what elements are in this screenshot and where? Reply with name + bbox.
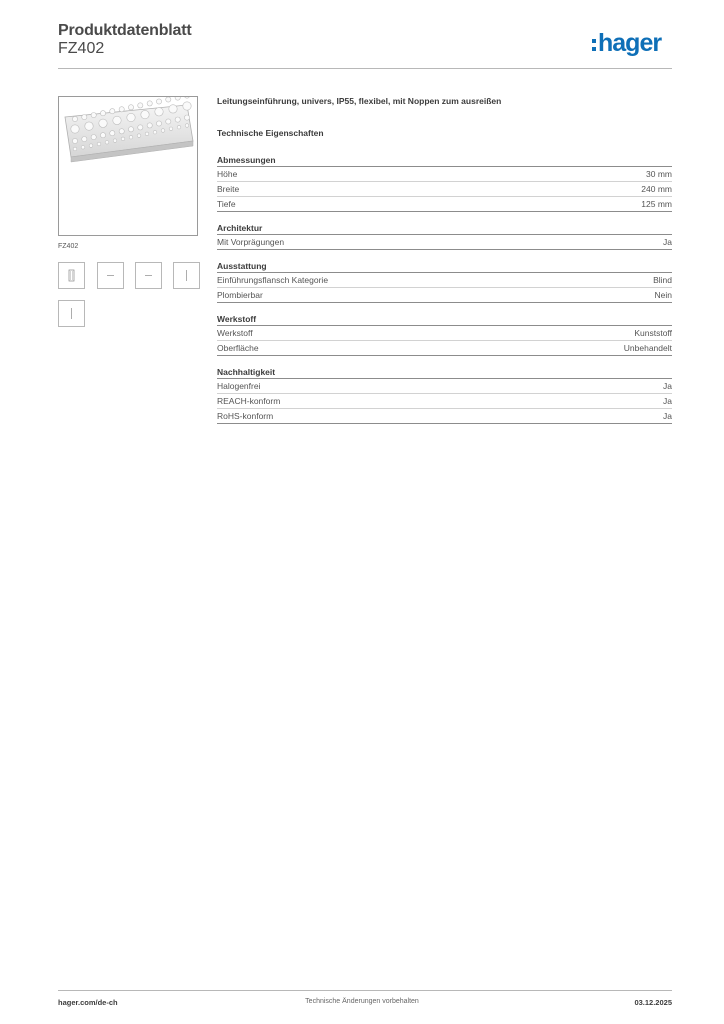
plate-top-view-icon — [136, 263, 161, 288]
knockout-hole — [99, 119, 107, 127]
footer-divider — [58, 990, 672, 991]
spec-section — [217, 222, 672, 250]
section-title: Werkstoff — [217, 313, 672, 326]
page-title: Produktdatenblatt — [58, 22, 192, 39]
spec-row — [217, 379, 672, 394]
plate-side-view-icon — [174, 263, 199, 288]
logo-dots-icon — [592, 39, 596, 51]
spec-section — [217, 260, 672, 303]
knockout-hole — [156, 121, 161, 126]
knockout-hole — [141, 110, 149, 118]
product-code: FZ402 — [58, 40, 105, 57]
plate-top-view-icon — [98, 263, 123, 288]
knockout-hole — [184, 115, 189, 120]
knockout-hole — [147, 101, 152, 106]
spec-value: Unbehandelt — [623, 343, 672, 353]
spec-row — [217, 273, 672, 288]
spec-value: 240 mm — [641, 184, 672, 194]
cable-entry-plate-image[interactable] — [58, 96, 198, 236]
knockout-hole — [82, 137, 87, 142]
knockout-hole — [113, 139, 117, 143]
thumbnail-3[interactable] — [135, 262, 162, 289]
section-title: Architektur — [217, 222, 672, 235]
knockout-hole — [127, 113, 135, 121]
knockout-hole — [72, 116, 77, 121]
knockout-hole — [129, 135, 133, 139]
spec-value: Ja — [663, 381, 672, 391]
knockout-hole — [161, 129, 165, 133]
spec-row — [217, 235, 672, 250]
knockout-hole — [72, 138, 77, 143]
spec-row — [217, 197, 672, 212]
knockout-hole — [169, 105, 177, 113]
section-title: Ausstattung — [217, 260, 672, 273]
knockout-hole — [81, 146, 85, 150]
spec-row — [217, 167, 672, 182]
spec-row — [217, 288, 672, 303]
knockout-hole — [82, 115, 87, 120]
knockout-hole — [121, 137, 125, 141]
spec-row — [217, 341, 672, 356]
knockout-hole — [105, 141, 109, 145]
spec-label: Breite — [217, 184, 240, 194]
knockout-hole — [175, 97, 180, 100]
spec-label: RoHS-konform — [217, 411, 274, 421]
spec-value: Ja — [663, 396, 672, 406]
thumbnail-1[interactable] — [58, 262, 85, 289]
knockout-hole — [185, 124, 189, 128]
spec-label: REACH-konform — [217, 396, 281, 406]
knockout-hole — [110, 131, 115, 136]
logo-text: hager — [598, 28, 662, 57]
spec-label: Halogenfrei — [217, 381, 261, 391]
spec-value: Blind — [653, 275, 672, 285]
spec-value: Ja — [663, 237, 672, 247]
knockout-hole — [137, 134, 141, 138]
spec-value: Nein — [654, 290, 672, 300]
knockout-hole — [138, 103, 143, 108]
product-description: Leitungseinführung, univers, IP55, flexibel, mit Noppen zum ausreißen — [217, 96, 502, 106]
spec-row — [217, 182, 672, 197]
spec-label: Plombierbar — [217, 290, 263, 300]
spec-row — [217, 394, 672, 409]
knockout-hole — [166, 97, 171, 102]
knockout-hole — [85, 122, 93, 130]
knockout-hole — [153, 130, 157, 134]
section-title: Nachhaltigkeit — [217, 366, 672, 379]
knockout-hole — [73, 147, 77, 151]
image-caption: FZ402 — [58, 243, 79, 250]
spec-label: Einführungsflansch Kategorie — [217, 275, 329, 285]
thumbnail-2[interactable] — [97, 262, 124, 289]
knockout-hole — [184, 97, 189, 98]
knockout-hole — [91, 135, 96, 140]
knockout-hole — [128, 105, 133, 110]
knockout-hole — [145, 132, 149, 136]
knockout-hole — [155, 108, 163, 116]
spec-row — [217, 409, 672, 424]
header-divider — [58, 68, 672, 69]
hager-logo[interactable] — [592, 28, 661, 58]
knockout-hole — [100, 111, 105, 116]
knockout-hole — [113, 116, 121, 124]
knockout-hole — [177, 125, 181, 129]
spec-row — [217, 326, 672, 341]
spec-value: 125 mm — [641, 199, 672, 209]
knockout-hole — [119, 129, 124, 134]
knockout-hole — [138, 125, 143, 130]
knockout-hole — [91, 113, 96, 118]
spec-section — [217, 313, 672, 356]
spec-section — [217, 366, 672, 424]
knockout-hole — [156, 99, 161, 104]
knockout-hole — [183, 102, 191, 110]
spec-section — [217, 154, 672, 212]
spec-value: Ja — [663, 411, 672, 421]
plate-front-view-icon — [59, 263, 84, 288]
spec-label: Oberfläche — [217, 343, 259, 353]
knockout-hole — [97, 142, 101, 146]
plate-side-view-icon — [59, 301, 84, 326]
spec-value: Kunststoff — [634, 328, 672, 338]
knockout-hole — [175, 117, 180, 122]
thumbnail-4[interactable] — [173, 262, 200, 289]
knockout-hole — [147, 123, 152, 128]
properties-sections — [217, 154, 672, 424]
spec-label: Mit Vorprägungen — [217, 237, 285, 247]
knockout-hole — [100, 133, 105, 138]
product-details — [217, 96, 672, 434]
knockout-hole — [71, 125, 79, 133]
knockout-hole — [169, 127, 173, 131]
footer-date: 03.12.2025 — [634, 998, 672, 1007]
spec-value: 30 mm — [646, 169, 672, 179]
technical-properties-heading: Technische Eigenschaften — [217, 128, 324, 138]
spec-label: Tiefe — [217, 199, 236, 209]
knockout-hole — [110, 109, 115, 114]
spec-label: Werkstoff — [217, 328, 253, 338]
knockout-hole — [119, 107, 124, 112]
knockout-hole — [89, 144, 93, 148]
section-title: Abmessungen — [217, 154, 672, 167]
footer-website-link[interactable]: hager.com/de-ch — [58, 998, 118, 1007]
thumbnail-5[interactable] — [58, 300, 85, 327]
spec-label: Höhe — [217, 169, 238, 179]
knockout-hole — [166, 119, 171, 124]
footer-notice: Technische Änderungen vorbehalten — [305, 998, 419, 1005]
knockout-hole — [128, 127, 133, 132]
